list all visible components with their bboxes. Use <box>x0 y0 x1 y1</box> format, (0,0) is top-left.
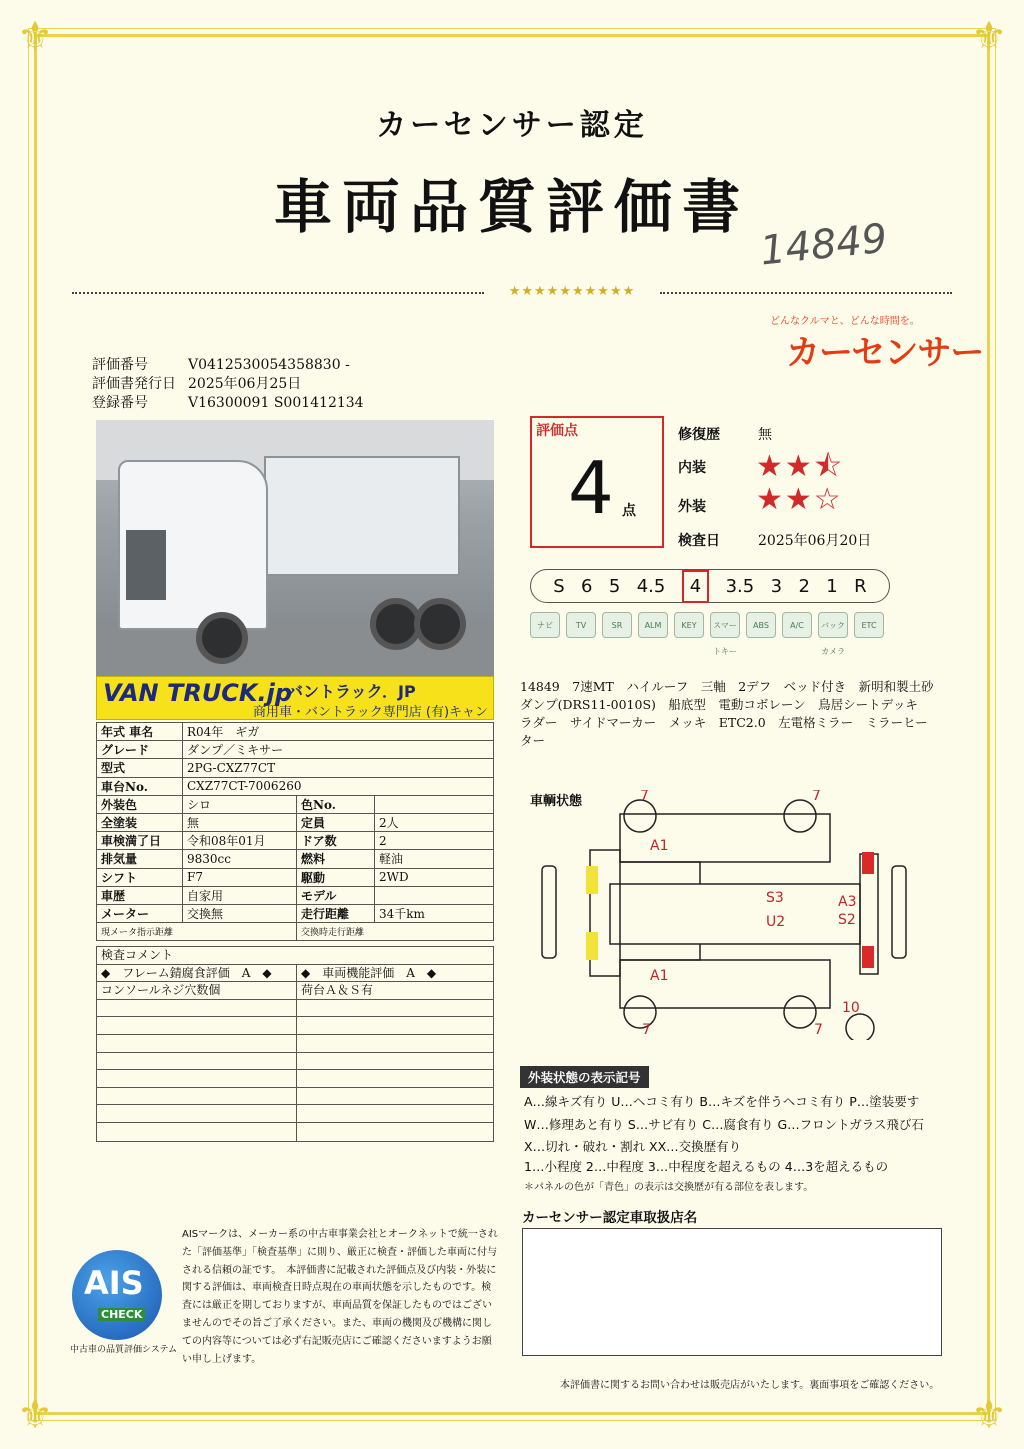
vehicle-notes: 14849 7速MT ハイルーフ 三軸 2デフ ベッド付き 新明和製土砂ダンプ(DRS11-0010S) 船底型 電動コボレーン 鳥居シートデッキ ラダー サイドマーカー メッキ ETC2.0 左電格ミラー ミラーヒーター <box>520 679 934 748</box>
score-box <box>530 416 664 548</box>
repair-label: 修復歴 <box>678 427 720 443</box>
mark-bl: 7 <box>642 1022 651 1038</box>
fleur-ornament-icon: ⚜ <box>17 14 53 60</box>
inspection-comments: 検査コメント ◆ フレーム錆腐食評価 A ◆ ◆ 車両機能評価 A ◆ コンソールネジ穴数個 荷台Ａ＆Ｓ有 <box>96 946 494 1142</box>
car-state-label: 車輌状態 <box>530 794 583 809</box>
dealer-banner <box>96 676 494 720</box>
fleur-ornament-icon: ⚜ <box>971 1392 1007 1438</box>
mark-s3: S3 <box>766 890 784 906</box>
legend-note: ＊パネルの色が「青色」の表示は交換歴が有る部位を表します。 <box>524 1182 814 1193</box>
legend-title: 外装状態の表示記号 <box>520 1066 649 1088</box>
interior-stars-icon: ★★⯪ <box>756 449 845 484</box>
certificate-subtitle: カーセンサー認定 <box>376 108 648 143</box>
mark-br: 7 <box>814 1022 823 1038</box>
dealer-box <box>522 1228 942 1356</box>
car-diagram <box>530 790 930 1040</box>
exterior-label: 外装 <box>678 499 706 515</box>
mark-a3: A3 <box>838 894 857 910</box>
meta-row: 評価番号 V0412530054358830 - <box>92 357 350 373</box>
equipment-icons <box>530 612 884 656</box>
mark-tl: 7 <box>640 790 649 804</box>
interior-label: 内装 <box>678 460 706 476</box>
legend-line: A…線キズ有り U…ヘコミ有り B…キズを伴うヘコミ有り P…塗装要す <box>524 1094 920 1109</box>
mark-s2: S2 <box>838 912 856 928</box>
mark-10: 10 <box>842 1000 860 1016</box>
inspection-date-label: 検査日 <box>678 533 720 549</box>
handwritten-number: 14849 <box>757 215 890 275</box>
air-conditioner-icon: A/C <box>782 612 812 638</box>
brand-tagline: どんなクルマと、どんな時間を。 <box>770 316 920 327</box>
legend-line: X…切れ・破れ・割れ XX…交換歴有り <box>524 1139 742 1154</box>
spec-table: 年式 車名 R04年 ギガ グレード ダンプ／ミキサー 型式 2PG-CXZ77CT 車台No. CXZ77CT-7006260 外装色 シロ 色No. 全塗装 無 定員 2人 車検満了日 令和08年01月 ドア数 2 排気量 9830cc 燃料 軽油 シフト F7 駆動 2WD 車歴 自家用 モデル メーター 交換無 走行距離 34千km 現メータ指示距離 交換時走行距離 <box>96 722 494 941</box>
back-camera-icon: バックカメラ <box>818 612 848 638</box>
carsensor-logo: カーセンサー <box>786 333 984 373</box>
ais-caption: 中古車の品質評価システム <box>70 1345 178 1355</box>
star-divider-icon: ★★★★★★★★★★ <box>508 284 636 299</box>
inspection-date-value: 2025年06月20日 <box>758 533 872 549</box>
score-unit: 点 <box>622 503 636 519</box>
score-value: 4 <box>568 446 614 530</box>
vehicle-photo <box>96 420 494 676</box>
score-label: 評価点 <box>536 423 578 439</box>
meta-row: 評価書発行日 2025年06月25日 <box>92 376 302 392</box>
exterior-stars-icon: ★★☆ <box>756 482 843 517</box>
etc-icon: ETC <box>854 612 884 638</box>
mark-tr: 7 <box>812 790 821 804</box>
mark-u2: U2 <box>766 914 786 930</box>
legend-line: 1…小程度 2…中程度 3…中程度を超えるもの 4…3を超えるもの <box>524 1159 889 1174</box>
meta-row: 登録番号 V16300091 S001412134 <box>92 395 364 411</box>
ais-logo: AIS CHECK <box>72 1250 162 1340</box>
fleur-ornament-icon: ⚜ <box>971 14 1007 60</box>
smart-key-icon: スマートキー <box>710 612 740 638</box>
divider <box>72 284 952 300</box>
footer-note: 本評価書に関するお問い合わせは販売店がいたします。裏面事項をご確認ください。 <box>560 1380 940 1391</box>
vantruck-logo: VAN TRUCK.jp <box>103 679 293 707</box>
alloy-wheel-icon: ALM <box>638 612 668 638</box>
certificate-title: 車両品質評価書 <box>273 173 750 241</box>
keyless-icon: KEY <box>674 612 704 638</box>
dealer-box-title: カーセンサー認定車取扱店名 <box>522 1210 698 1226</box>
mark-a1-top: A1 <box>650 838 669 854</box>
check-icon: CHECK <box>98 1308 145 1321</box>
grade-selected: 4 <box>682 570 709 603</box>
sunroof-icon: SR <box>602 612 632 638</box>
mark-a1-bottom: A1 <box>650 968 669 984</box>
abs-icon: ABS <box>746 612 776 638</box>
navi-icon: ナビ <box>530 612 560 638</box>
tv-icon: TV <box>566 612 596 638</box>
dealer-name: バントラック．JP <box>287 682 416 701</box>
repair-value: 無 <box>758 427 772 443</box>
ais-description: AISマークは、メーカー系の中古車事業会社とオークネットで統一された「評価基準」「検査基準」に則り、厳正に検査・評価した車両に付与される信頼の証です。 本評価書に記載された評価点及び内装・外装に関する評価は、車両検査日時点現在の車両状態を示したものです。検査には厳正を期しておりますが、車両品質を保証したものではございませんのでその旨ご了承ください。また、車両の機関及び機構に関しての内容等については必ず右記販売店にご確認くださいますようお願い申し上げます。 <box>182 1229 498 1365</box>
fleur-ornament-icon: ⚜ <box>17 1392 53 1438</box>
legend-line: W…修理あと有り S…サビ有り C…腐食有り G…フロントガラス飛び石 <box>524 1117 924 1132</box>
grade-scale: S 6 5 4.5 4 3.5 3 2 1 R <box>530 569 890 603</box>
dealer-sub: 商用車・バントラック専門店 (有)キャン <box>253 705 489 720</box>
